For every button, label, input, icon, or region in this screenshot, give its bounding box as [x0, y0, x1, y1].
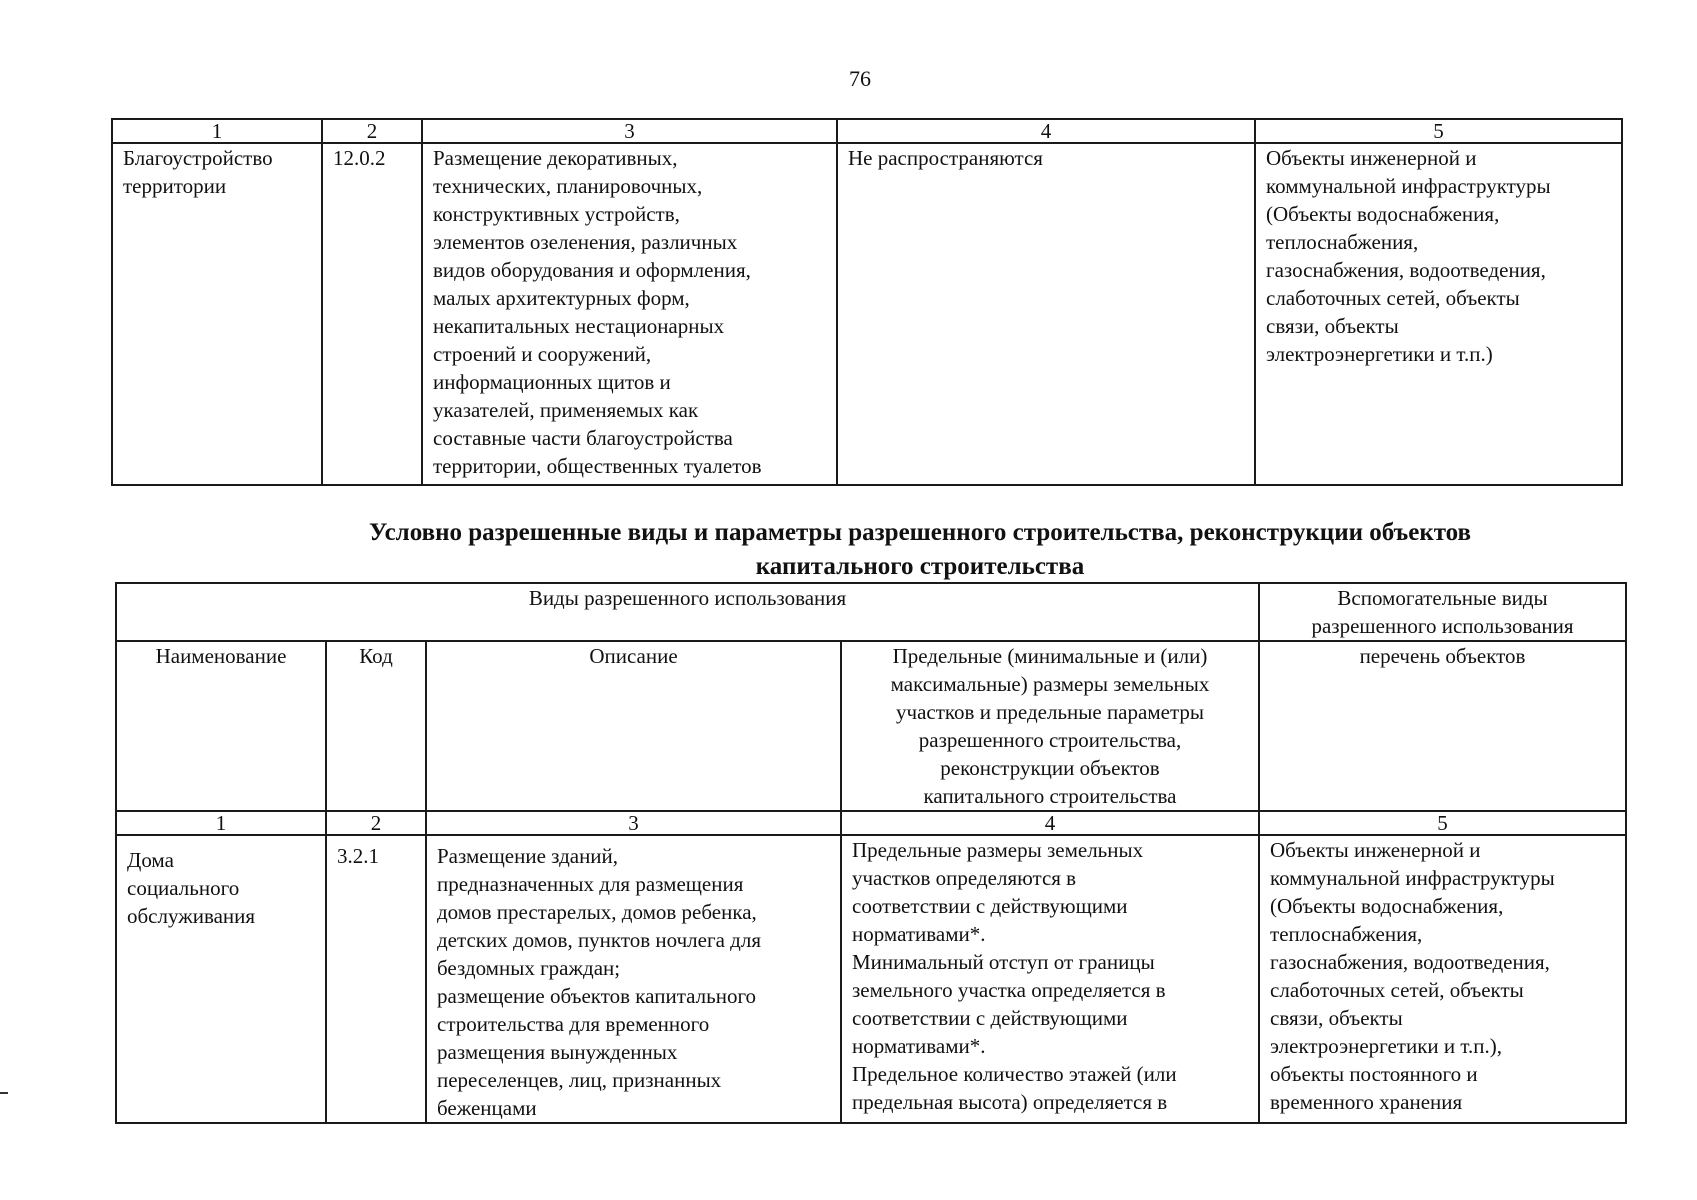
column-number: 4: [841, 811, 1259, 835]
table-row: [116, 835, 1626, 1123]
use-name: Благоустройство территории: [123, 146, 273, 198]
column-number: 4: [837, 119, 1255, 143]
permitted-uses-header: Виды разрешенного использования: [528, 586, 847, 610]
use-parameters: Предельные размеры земельных участков определяются в соответствии с действующими нормативами*. Минимальный отступ от границы земельного участка определяется в соответствии с действующими нормативами*. Предельное количество этажей (или предельная высота) определяется в: [852, 838, 1177, 1114]
parameters-header: Предельные (минимальные и (или) максимальные) размеры земельных участков и предельные параметры разрешенного строительства, реконструкции объектов капитального строительства: [890, 644, 1210, 808]
column-number: 5: [1259, 811, 1626, 835]
auxiliary-objects: Объекты инженерной и коммунальной инфраструктуры (Объекты водоснабжения, теплоснабжения, газоснабжения, водоотведения, слаботочных сетей, объекты связи, объекты электроэнергетики и т.п.), объекты постоянного и временного хранения: [1270, 838, 1555, 1114]
use-parameters: Не распространяются: [848, 146, 1043, 170]
column-number-row: [112, 119, 1622, 143]
code-header: Код: [359, 644, 393, 668]
section-title: Условно разрешенные виды и параметры разрешенного строительства, реконструкции объектов капитального строительства: [368, 519, 1472, 580]
use-name: Дома социального обслуживания: [127, 848, 256, 928]
column-number: 1: [112, 119, 322, 143]
column-number: 2: [326, 811, 426, 835]
use-code: 12.0.2: [333, 146, 386, 170]
column-number: 5: [1255, 119, 1622, 143]
auxiliary-uses-header: Вспомогательные виды разрешенного использования: [1311, 586, 1574, 638]
column-number: 2: [322, 119, 422, 143]
conditional-uses-table: [115, 582, 1627, 1124]
header-row: [116, 641, 1626, 811]
top-table: [111, 118, 1623, 486]
use-description: Размещение зданий, предназначенных для размещения домов престарелых, домов ребенка, детских домов, пунктов ночлега для бездомных граждан; размещение объектов капитального строительства для временного размещения вынужденных переселенцев, лиц, признанных беженцами: [437, 844, 761, 1120]
table-row: [112, 143, 1622, 485]
description-header: Описание: [589, 644, 678, 668]
header-group-row: [116, 583, 1626, 641]
column-number: 3: [426, 811, 841, 835]
use-code: 3.2.1: [337, 844, 379, 868]
margin-mark: [0, 1092, 8, 1094]
column-number-row: [116, 811, 1626, 835]
column-number: 1: [116, 811, 326, 835]
column-number: 3: [422, 119, 837, 143]
use-description: Размещение декоративных, технических, планировочных, конструктивных устройств, элементов озеленения, различных видов оборудования и оформления, малых архитектурных форм, некапитальных нестационарных строений и сооружений, информационных щитов и указателей, применяемых как составные части благоустройства территории, общественных туалетов: [433, 146, 762, 478]
auxiliary-objects: Объекты инженерной и коммунальной инфраструктуры (Объекты водоснабжения, теплоснабжения, газоснабжения, водоотведения, слаботочных сетей, объекты связи, объекты электроэнергетики и т.п.): [1266, 146, 1551, 366]
page-number: 76: [849, 66, 871, 91]
objects-list-header: перечень объектов: [1359, 644, 1526, 668]
name-header: Наименование: [155, 644, 287, 668]
